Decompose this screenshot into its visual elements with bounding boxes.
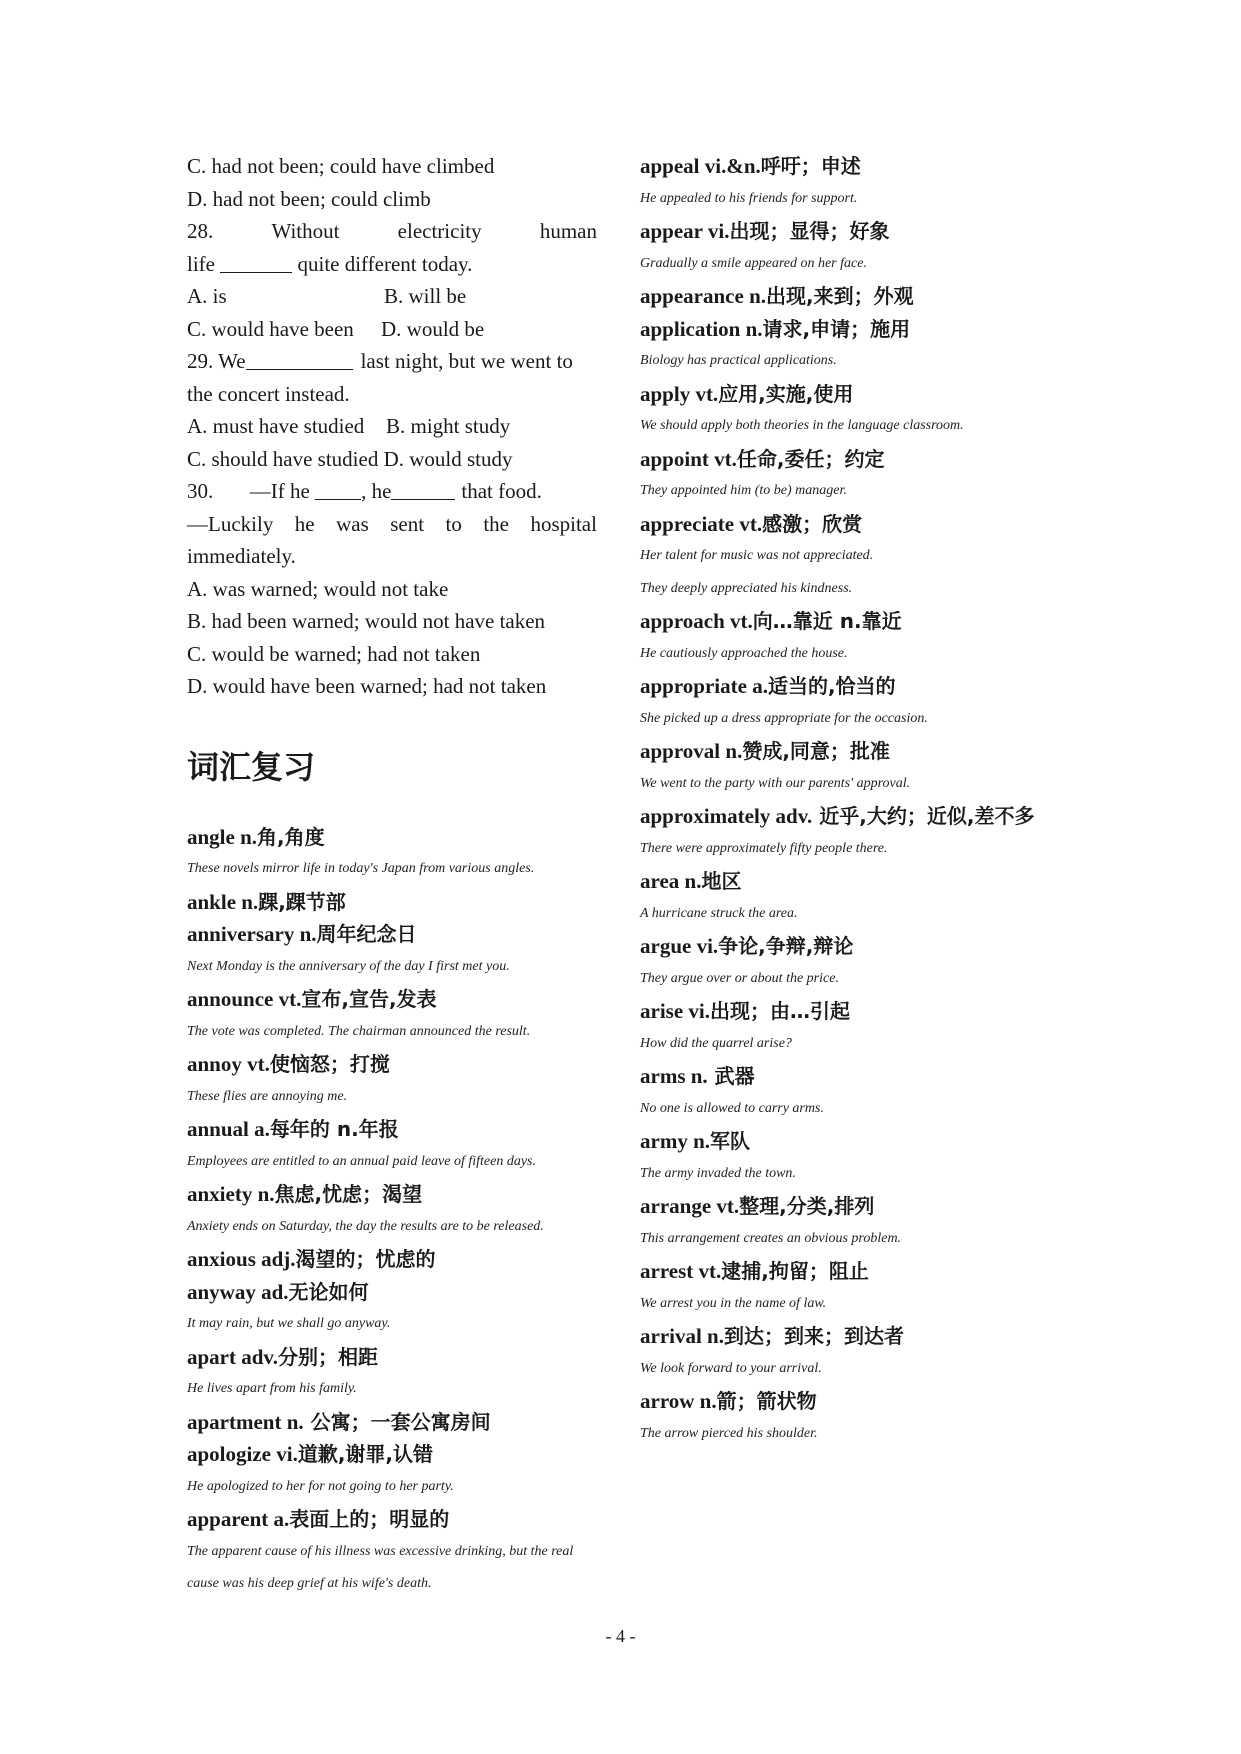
q30-text: , he [361, 479, 392, 503]
vocab-word: anniversary n. [187, 922, 317, 946]
vocab-example: The arrow pierced his shoulder. [640, 1425, 818, 1441]
q30-word: sent [390, 511, 425, 536]
q28-word: 28. [187, 219, 214, 243]
q27-option-d: D. had not been; could climb [187, 186, 431, 211]
vocab-example: We arrest you in the name of law. [640, 1295, 827, 1311]
vocab-word: arrow n. [640, 1389, 717, 1413]
vocab-word: army n. [640, 1129, 710, 1153]
vocab-meaning: 出现,来到；外观 [766, 284, 914, 308]
vocab-meaning: 赞成,同意；批准 [742, 739, 890, 763]
vocab-meaning: 出现；由…引起 [709, 999, 850, 1023]
q28-word: Without [271, 219, 340, 243]
vocab-entry [640, 995, 1060, 1028]
q28-option-a: A. is [187, 284, 227, 308]
vocab-word: arrival n. [640, 1324, 724, 1348]
q28-word: electricity [397, 219, 482, 243]
vocab-entry [640, 280, 1060, 313]
vocab-word: arms n. [640, 1064, 708, 1088]
vocab-example: The vote was completed. The chairman announced the result. [187, 1023, 531, 1039]
q28-blank [220, 252, 292, 273]
q28-option-d: D. would be [381, 316, 485, 341]
vocab-example: They argue over or about the price. [640, 970, 839, 986]
vocab-example: Gradually a smile appeared on her face. [640, 255, 867, 271]
q30-option-d: D. would have been warned; had not taken [187, 674, 547, 698]
vocab-meaning: 周年纪念日 [316, 922, 417, 946]
q30-stem-line2 [187, 508, 597, 541]
vocab-example: This arrangement creates an obvious problem. [640, 1230, 902, 1246]
vocab-meaning: 武器 [707, 1064, 755, 1088]
vocab-word: apply vt. [640, 381, 719, 406]
vocab-word: appreciate vt. [640, 511, 763, 536]
vocab-meaning: 踝,踝节部 [258, 889, 346, 914]
vocab-word: anyway ad. [187, 1279, 289, 1304]
right-column [640, 150, 1060, 1450]
q30-word: hospital [530, 511, 597, 536]
vocab-entry [640, 1060, 1060, 1093]
vocab-entry [187, 1178, 597, 1211]
q30-blank-2 [391, 479, 455, 500]
vocab-entry [640, 605, 1060, 638]
vocab-word: arrest vt. [640, 1259, 722, 1283]
vocab-example: They deeply appreciated his kindness. [640, 580, 853, 596]
vocab-example: It may rain, but we shall go anyway. [187, 1316, 391, 1331]
vocab-example: We went to the party with our parents' approval. [640, 775, 911, 791]
q29-options-ab [187, 410, 597, 443]
vocab-entry [640, 1385, 1060, 1418]
vocab-entry [187, 983, 597, 1016]
q30-word: —Luckily [187, 511, 274, 536]
vocab-entry [187, 1406, 597, 1439]
q29-option-a: A. must have studied [187, 414, 365, 438]
vocab-entry [187, 918, 597, 951]
vocab-example: The army invaded the town. [640, 1165, 796, 1181]
vocab-entry [640, 1320, 1060, 1353]
vocab-word: appeal vi.&n. [640, 154, 761, 178]
vocab-word: appearance n. [640, 284, 766, 308]
vocab-meaning: 渴望的；忧虑的 [295, 1247, 436, 1271]
vocab-entry [640, 150, 1060, 183]
vocab-word: angle n. [187, 824, 258, 849]
q30-option-b: B. had been warned; would not have taken [187, 609, 546, 633]
q29-stem-line2: the concert instead. [187, 381, 350, 406]
q29-blank [246, 349, 353, 370]
vocab-example: They appointed him (to be) manager. [640, 483, 847, 498]
vocab-entry [640, 1190, 1060, 1223]
vocab-word: approximately adv. [640, 804, 813, 828]
vocab-example: These flies are annoying me. [187, 1088, 348, 1104]
vocab-word: annoy vt. [187, 1052, 270, 1076]
q30-option-c: C. would be warned; had not taken [187, 641, 481, 666]
vocab-entry [187, 1341, 597, 1374]
vocab-list-right [640, 150, 1060, 1450]
vocab-meaning: 每年的 n.年报 [269, 1117, 399, 1141]
vocab-meaning: 呼吁；申述 [760, 154, 861, 178]
q28-options-cd [187, 313, 597, 346]
vocab-example: She picked up a dress appropriate for the occasion. [640, 710, 928, 726]
vocab-example: How did the quarrel arise? [640, 1035, 792, 1051]
vocab-example: We look forward to your arrival. [640, 1360, 822, 1376]
vocab-meaning: 到达；到来；到达者 [724, 1324, 904, 1348]
vocab-entry [187, 821, 597, 854]
vocab-entry [187, 1048, 597, 1081]
vocab-word: appoint vt. [640, 446, 737, 471]
q29-option-c: C. should have studied [187, 446, 379, 471]
vocab-word: approach vt. [640, 609, 753, 633]
vocab-meaning: 适当的,恰当的 [767, 674, 896, 698]
section-heading: 词汇复习 [187, 747, 316, 786]
vocab-meaning: 出现；显得；好象 [729, 219, 890, 243]
q30-word: the [483, 511, 509, 536]
vocab-word: appropriate a. [640, 674, 768, 698]
vocab-example: Anxiety ends on Saturday, the day the results are to be released. [187, 1218, 544, 1234]
q30-word: he [294, 511, 315, 536]
vocab-entry [640, 508, 1060, 541]
vocab-entry [640, 313, 1060, 346]
vocab-entry [187, 1243, 597, 1276]
q30-number: 30. [187, 479, 214, 503]
vocab-meaning: 焦虑,忧虑；渴望 [274, 1182, 423, 1206]
vocab-meaning: 感激；欣赏 [762, 511, 863, 536]
vocab-example: Biology has practical applications. [640, 353, 837, 368]
q28-option-b: B. will be [384, 284, 467, 308]
vocab-meaning: 应用,实施,使用 [718, 381, 854, 406]
vocab-example: We should apply both theories in the language classroom. [640, 418, 964, 433]
q28-text: life [187, 251, 215, 276]
vocab-word: area n. [640, 869, 702, 893]
vocab-entry [640, 215, 1060, 248]
vocab-word: approval n. [640, 739, 743, 763]
vocab-entry [640, 443, 1060, 476]
vocab-meaning: 近乎,大约；近似,差不多 [812, 804, 1035, 828]
q29-option-b: B. might study [386, 414, 511, 438]
vocab-meaning: 向…靠近 n.靠近 [752, 609, 902, 633]
q29-text: last night, but we went to [360, 349, 573, 373]
vocab-meaning: 争论,争辩,辩论 [718, 934, 854, 958]
vocab-meaning: 地区 [701, 869, 742, 893]
page-number: - 4 - [605, 1626, 636, 1646]
vocab-example: The apparent cause of his illness was excessive drinking, but the real cause was his deep grief at his wife's death. [187, 1543, 574, 1591]
vocab-example: Employees are entitled to an annual paid leave of fifteen days. [187, 1153, 537, 1169]
vocab-entry [187, 1276, 597, 1309]
vocab-entry [187, 1438, 597, 1471]
vocab-word: arise vi. [640, 999, 710, 1023]
vocab-meaning: 使恼怒；打搅 [269, 1052, 390, 1076]
vocab-word: apartment n. [187, 1409, 304, 1434]
vocab-example: No one is allowed to carry arms. [640, 1100, 824, 1116]
q30-text: that food. [461, 479, 542, 503]
q30-word: to [445, 511, 462, 536]
vocab-entry [187, 886, 597, 919]
q30-word: was [336, 511, 369, 536]
vocab-meaning: 箭；箭状物 [716, 1389, 817, 1413]
q29-option-d: D. would study [383, 446, 513, 471]
vocab-word: apparent a. [187, 1507, 290, 1531]
q29-stem-line1 [187, 345, 597, 378]
vocab-word: ankle n. [187, 889, 259, 914]
vocab-example: Next Monday is the anniversary of the day I first met you. [187, 958, 510, 974]
vocab-entry [640, 735, 1060, 768]
vocab-meaning: 整理,分类,排列 [739, 1194, 875, 1218]
vocab-word: apologize vi. [187, 1442, 298, 1466]
vocab-meaning: 表面上的；明显的 [289, 1507, 450, 1531]
q27-option-c: C. had not been; could have climbed [187, 154, 495, 178]
vocab-meaning: 军队 [710, 1129, 750, 1153]
vocab-word: argue vi. [640, 934, 719, 958]
q30-text: —If he [249, 479, 310, 503]
vocab-example: These novels mirror life in today's Japan from various angles. [187, 861, 535, 876]
vocab-word: apart adv. [187, 1344, 279, 1369]
vocab-meaning: 道歉,谢罪,认错 [297, 1442, 434, 1466]
q28-stem-line2 [187, 248, 597, 281]
vocab-meaning: 公寓；一套公寓房间 [303, 1409, 491, 1434]
q28-option-c: C. would have been [187, 316, 354, 341]
vocab-example: He apologized to her for not going to her party. [187, 1478, 454, 1494]
vocab-example: He lives apart from his family. [187, 1381, 357, 1396]
q28-word: human [539, 219, 597, 243]
vocab-example: He cautiously approached the house. [640, 645, 848, 661]
vocab-word: application n. [640, 316, 763, 341]
vocab-meaning: 角,角度 [257, 824, 325, 849]
q28-options-ab [187, 280, 597, 313]
vocab-word: announce vt. [187, 987, 302, 1011]
q30-stem-line1 [187, 475, 597, 508]
vocab-word: anxious adj. [187, 1247, 296, 1271]
vocab-entry [187, 1503, 597, 1536]
vocab-meaning: 宣布,宣告,发表 [301, 987, 437, 1011]
vocab-meaning: 逮捕,拘留；阻止 [721, 1259, 869, 1283]
q29-text: 29. We [187, 349, 246, 373]
vocab-example: He appealed to his friends for support. [640, 190, 858, 206]
vocab-meaning: 请求,申请；施用 [762, 316, 911, 341]
vocab-meaning: 分别；相距 [278, 1344, 379, 1369]
vocab-word: anxiety n. [187, 1182, 275, 1206]
left-column [187, 150, 597, 1601]
q28-text: quite different today. [297, 251, 473, 276]
vocab-word: arrange vt. [640, 1194, 740, 1218]
q28-stem-line1 [187, 215, 597, 248]
vocab-entry [640, 930, 1060, 963]
vocab-list-left [187, 821, 597, 1601]
vocab-entry [187, 1113, 597, 1146]
vocab-entry [640, 1125, 1060, 1158]
q30-blank-1 [315, 479, 361, 500]
q30-stem-line3: immediately. [187, 544, 296, 568]
vocab-meaning: 无论如何 [288, 1279, 369, 1304]
vocab-entry [640, 378, 1060, 411]
vocab-meaning: 任命,委任；约定 [736, 446, 885, 471]
q29-options-cd [187, 443, 597, 476]
vocab-entry [640, 865, 1060, 898]
q30-option-a: A. was warned; would not take [187, 576, 449, 601]
vocab-example: A hurricane struck the area. [640, 905, 798, 921]
vocab-example: Her talent for music was not appreciated. [640, 548, 874, 563]
vocab-example: There were approximately fifty people there. [640, 840, 888, 856]
vocab-word: annual a. [187, 1117, 270, 1141]
vocab-entry [640, 670, 1060, 703]
vocab-entry [640, 800, 1060, 833]
vocab-word: appear vi. [640, 219, 730, 243]
vocab-entry [640, 1255, 1060, 1288]
